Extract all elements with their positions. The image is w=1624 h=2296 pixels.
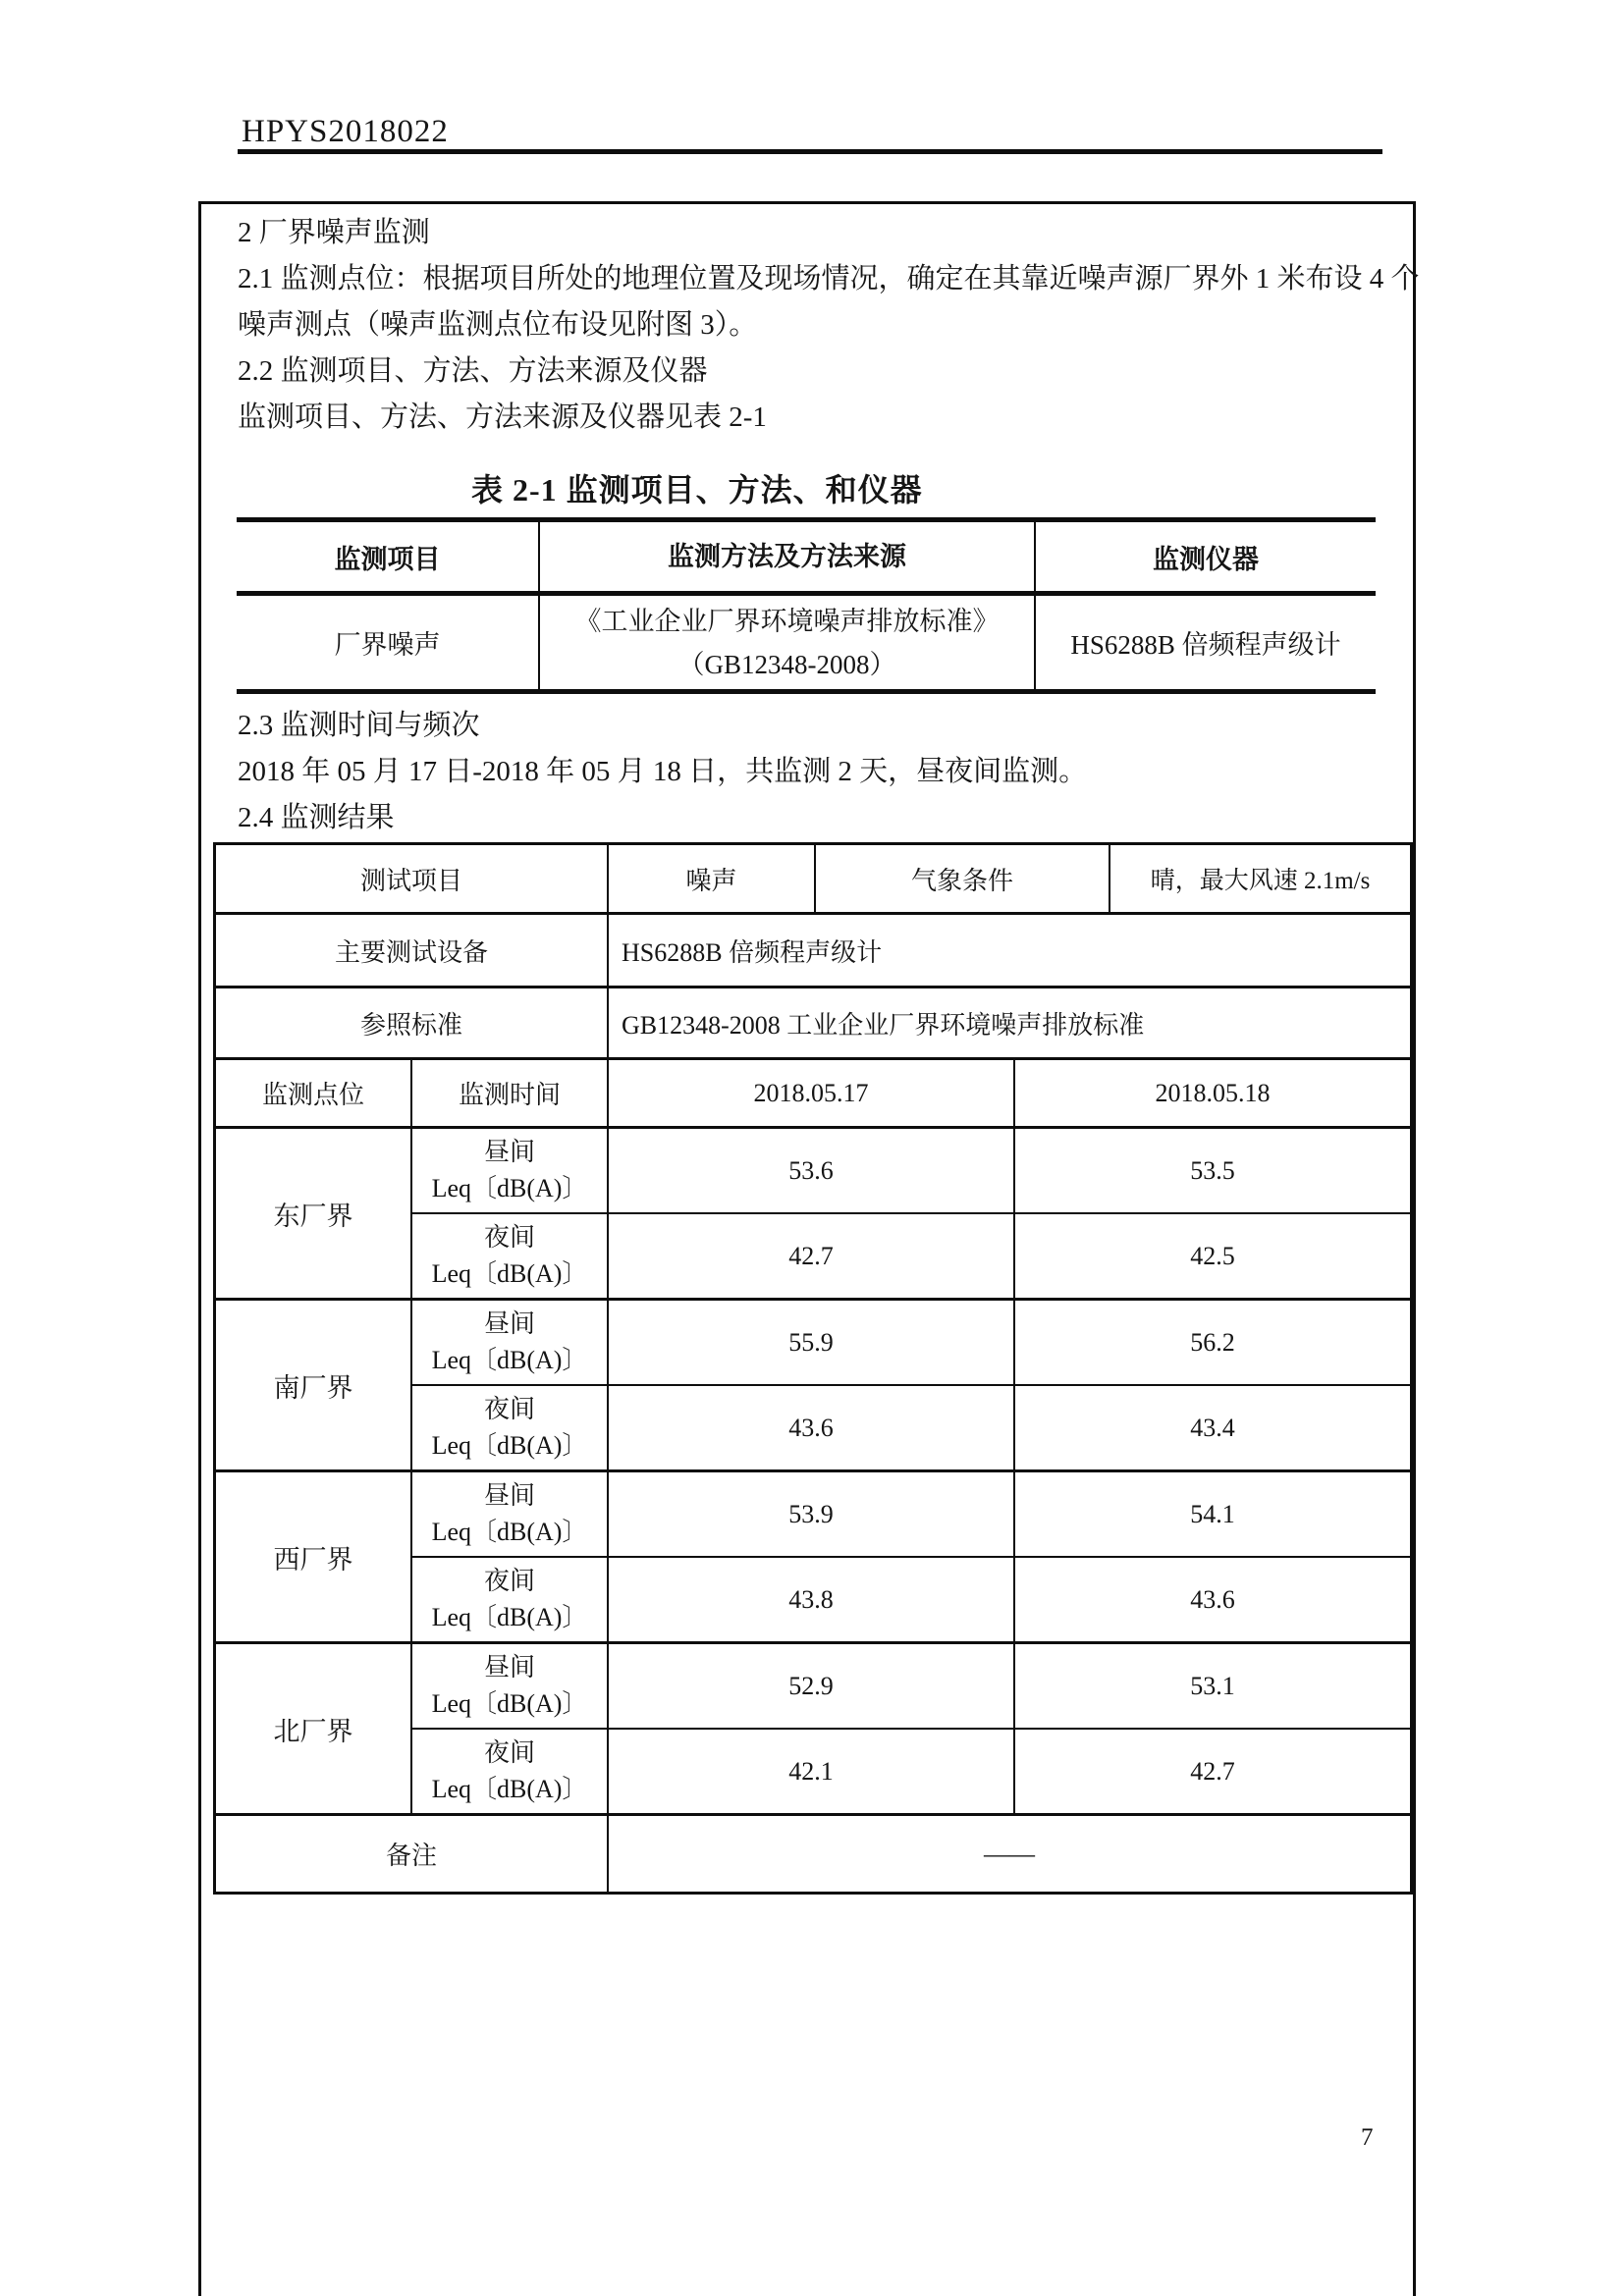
group-east-boundary: [216, 1129, 1410, 1301]
period-label: [412, 1730, 607, 1813]
day-row: [412, 1644, 1410, 1728]
table1-header-row: [237, 522, 1376, 596]
night-label: 夜间: [483, 1395, 535, 1423]
day-label: 昼间: [483, 1481, 535, 1510]
day-value-date2: 56.2: [1013, 1301, 1410, 1384]
night-row: [412, 1728, 1410, 1813]
remark-label: 备注: [385, 1842, 437, 1870]
night-label: 夜间: [483, 1567, 535, 1595]
leq-label: Leq〔dB(A)〕: [431, 1174, 588, 1202]
table1-header-instrument: 监测仪器: [1153, 544, 1259, 574]
equipment-value: HS6288B 倍频程声级计: [607, 915, 1410, 986]
group-south-boundary: [216, 1301, 1410, 1472]
leq-label: Leq〔dB(A)〕: [431, 1259, 588, 1288]
site-name: 西厂界: [273, 1544, 353, 1575]
section-time-results: [238, 703, 1396, 841]
table1-method-cell: [538, 596, 1036, 689]
period-label: [412, 1214, 607, 1298]
date1-header: 2018.05.17: [607, 1060, 1013, 1126]
table-monitoring-items: [237, 517, 1376, 694]
day-row: [412, 1472, 1410, 1556]
table1-method-line2: （GB12348-2008）: [677, 649, 896, 679]
night-value-date2: 43.6: [1013, 1558, 1410, 1641]
table-monitoring-results: [213, 842, 1413, 1895]
site-name: 北厂界: [273, 1716, 353, 1746]
period-label: [412, 1558, 607, 1641]
night-value-date1: 43.8: [607, 1558, 1013, 1641]
night-label: 夜间: [483, 1738, 535, 1767]
section-2-4-heading: 2.4 监测结果: [238, 802, 395, 833]
standard-value: GB12348-2008 工业企业厂界环境噪声排放标准: [607, 988, 1410, 1057]
table2-equipment-row: [216, 915, 1410, 988]
period-label: [412, 1129, 607, 1212]
section-intro: [238, 210, 1420, 441]
day-value-date1: 53.9: [607, 1472, 1013, 1556]
day-row: [412, 1129, 1410, 1212]
section-2-3-text: 2018 年 05 月 17 日-2018 年 05 月 18 日，共监测 2 天，昼夜间监测。: [238, 756, 1088, 787]
day-value-date1: 53.6: [607, 1129, 1013, 1212]
equipment-label: 主要测试设备: [334, 937, 488, 967]
table1-data-row: [237, 596, 1376, 689]
table1-title: 表 2-1 监测项目、方法、和仪器: [471, 472, 923, 507]
standard-label: 参照标准: [359, 1010, 462, 1040]
day-value-date2: 54.1: [1013, 1472, 1410, 1556]
site-name: 南厂界: [273, 1372, 353, 1403]
leq-label: Leq〔dB(A)〕: [431, 1689, 588, 1718]
remark-value: ——: [607, 1816, 1410, 1892]
night-label: 夜间: [483, 1223, 535, 1252]
leq-label: Leq〔dB(A)〕: [431, 1346, 588, 1374]
table1-header-item: 监测项目: [334, 544, 441, 574]
day-label: 昼间: [483, 1309, 535, 1338]
table1-method-line1: 《工业企业厂界环境噪声排放标准》: [574, 606, 1000, 636]
weather-label: 气象条件: [814, 845, 1109, 912]
day-value-date2: 53.1: [1013, 1644, 1410, 1728]
day-label: 昼间: [483, 1138, 535, 1166]
table2-date-header-row: [216, 1060, 1410, 1129]
period-label: [412, 1472, 607, 1556]
night-value-date1: 42.1: [607, 1730, 1013, 1813]
period-label: [412, 1301, 607, 1384]
page-number: 7: [1361, 2124, 1374, 2151]
leq-label: Leq〔dB(A)〕: [431, 1603, 588, 1631]
section-2-1-text-cont: 噪声测点（噪声监测点位布设见附图 3）。: [238, 309, 758, 341]
night-value-date2: 42.5: [1013, 1214, 1410, 1298]
section-2-2-text: 监测项目、方法、方法来源及仪器见表 2-1: [238, 401, 767, 433]
section-2-heading: 2 厂界噪声监测: [238, 217, 430, 248]
group-west-boundary: [216, 1472, 1410, 1644]
day-row: [412, 1301, 1410, 1384]
group-north-boundary: [216, 1644, 1410, 1816]
table1-item-cell: 厂界噪声: [334, 630, 441, 660]
period-label: [412, 1386, 607, 1469]
day-value-date1: 52.9: [607, 1644, 1013, 1728]
section-2-1-text: 2.1 监测点位：根据项目所处的地理位置及现场情况，确定在其靠近噪声源厂界外 1 米布设 4 个: [238, 263, 1420, 294]
night-value-date1: 42.7: [607, 1214, 1013, 1298]
night-row: [412, 1212, 1410, 1298]
night-value-date1: 43.6: [607, 1386, 1013, 1469]
site-name: 东厂界: [273, 1201, 353, 1231]
time-column-label: 监测时间: [410, 1060, 607, 1126]
section-2-2-heading: 2.2 监测项目、方法、方法来源及仪器: [238, 355, 708, 387]
day-label: 昼间: [483, 1653, 535, 1682]
table1-header-method: 监测方法及方法来源: [538, 522, 1036, 591]
table2-standard-row: [216, 988, 1410, 1060]
day-value-date1: 55.9: [607, 1301, 1013, 1384]
section-2-3-heading: 2.3 监测时间与频次: [238, 710, 480, 741]
night-value-date2: 42.7: [1013, 1730, 1410, 1813]
leq-label: Leq〔dB(A)〕: [431, 1775, 588, 1803]
test-item-label: 测试项目: [359, 866, 462, 895]
day-value-date2: 53.5: [1013, 1129, 1410, 1212]
table1-instrument-cell: HS6288B 倍频程声级计: [1070, 630, 1341, 660]
night-row: [412, 1556, 1410, 1641]
site-column-label: 监测点位: [261, 1081, 364, 1109]
leq-label: Leq〔dB(A)〕: [431, 1518, 588, 1546]
night-value-date2: 43.4: [1013, 1386, 1410, 1469]
test-item-value: 噪声: [607, 845, 814, 912]
header-divider: [238, 149, 1382, 154]
night-row: [412, 1384, 1410, 1469]
period-label: [412, 1644, 607, 1728]
weather-value: 晴，最大风速 2.1m/s: [1109, 845, 1410, 912]
content-box: [198, 201, 1420, 2296]
table2-test-item-row: [216, 845, 1410, 915]
document-code: HPYS2018022: [242, 114, 449, 149]
table2-remark-row: [216, 1816, 1410, 1892]
leq-label: Leq〔dB(A)〕: [431, 1431, 588, 1460]
date2-header: 2018.05.18: [1013, 1060, 1410, 1126]
